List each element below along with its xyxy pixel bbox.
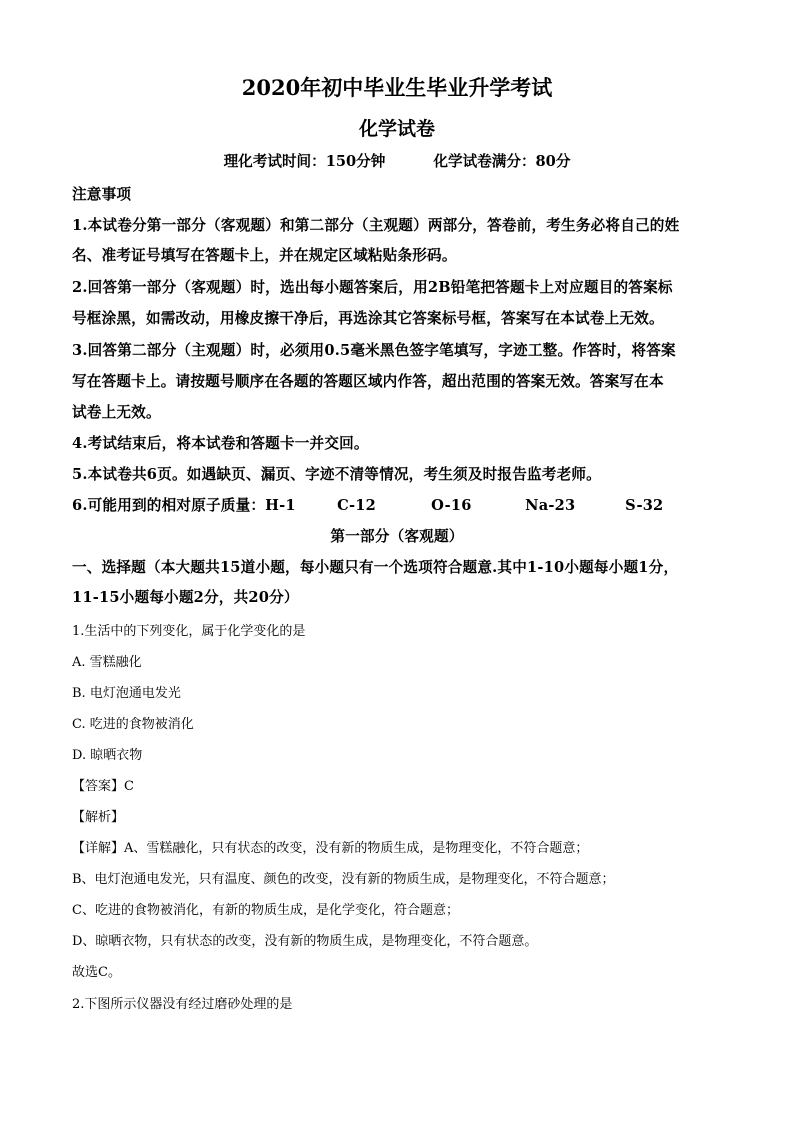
explanation-line: D、晾晒衣物，只有状态的改变，没有新的物质生成，是物理变化，不符合题意。 bbox=[72, 934, 538, 949]
explanation-line: C、吃进的食物被消化，有新的物质生成，是化学变化，符合题意； bbox=[72, 903, 459, 918]
atomic-mass-o: O-16 bbox=[431, 497, 472, 514]
explanation-line: 【详解】A、雪糕融化，只有状态的改变，没有新的物质生成，是物理变化，不符合题意； bbox=[72, 841, 589, 856]
question-1-option-d: D. 晾晒衣物 bbox=[72, 748, 143, 763]
atomic-mass-h: H-1 bbox=[265, 497, 296, 514]
notes-line: 试卷上无效。 bbox=[72, 404, 161, 421]
explanation-conclusion: 故选C。 bbox=[72, 965, 121, 980]
notes-line: 名、准考证号填写在答题卡上，并在规定区域粘贴条形码。 bbox=[72, 247, 457, 264]
section-instruction: 一、选择题（本大题共15道小题，每小题只有一个选项符合题意.其中1-10小题每小题1分， bbox=[72, 559, 679, 576]
notes-line: 5.本试卷共6页。如遇缺页、漏页、字迹不清等情况，考生须及时报告监考老师。 bbox=[72, 466, 601, 483]
exam-subtitle: 化学试卷 bbox=[358, 118, 435, 140]
analysis-label: 【解析】 bbox=[72, 810, 125, 825]
explanation-line: B、电灯泡通电发光，只有温度、颜色的改变，没有新的物质生成，是物理变化，不符合题意； bbox=[72, 872, 615, 887]
answer-label: 【答案】 bbox=[72, 779, 125, 794]
notes-heading: 注意事项 bbox=[72, 186, 132, 203]
question-1-option-b: B. 电灯泡通电发光 bbox=[72, 686, 181, 701]
exam-title: 2020年初中毕业生毕业升学考试 bbox=[241, 75, 553, 100]
notes-line: 1.本试卷分第一部分（客观题）和第二部分（主观题）两部分，答卷前，考生务必将自己的姓 bbox=[72, 217, 680, 234]
atomic-mass-c: C-12 bbox=[337, 497, 376, 514]
answer-value: C bbox=[124, 779, 134, 794]
notes-line: 3.回答第二部分（主观题）时，必须用0.5毫米黑色签字笔填写，字迹工整。作答时，将答案 bbox=[72, 342, 676, 359]
notes-line: 写在答题卡上。请按题号顺序在各题的答题区域内作答，超出范围的答案无效。答案写在本 bbox=[72, 373, 664, 390]
notes-line: 2.回答第一部分（客观题）时，选出每小题答案后，用2B铅笔把答题卡上对应题目的答案标 bbox=[72, 279, 673, 296]
section-instruction: 11-15小题每小题2分，共20分） bbox=[72, 589, 299, 606]
part1-heading: 第一部分（客观题） bbox=[330, 528, 464, 545]
atomic-mass-label: 6.可能用到的相对原子质量： bbox=[72, 497, 266, 514]
atomic-mass-line bbox=[72, 494, 663, 515]
exam-info bbox=[0, 150, 794, 171]
question-1-option-a: A. 雪糕融化 bbox=[72, 655, 142, 670]
exam-score-info: 化学试卷满分：80分 bbox=[433, 153, 571, 170]
question-2-stem: 2.下图所示仪器没有经过磨砂处理的是 bbox=[72, 997, 293, 1012]
question-1-option-c: C. 吃进的食物被消化 bbox=[72, 717, 194, 732]
atomic-mass-s: S-32 bbox=[625, 497, 664, 514]
notes-line: 号框涂黑，如需改动，用橡皮擦干净后，再选涂其它答案标号框，答案写在本试卷上无效。 bbox=[72, 310, 664, 327]
atomic-mass-na: Na-23 bbox=[525, 497, 576, 514]
question-1-answer bbox=[72, 775, 134, 794]
notes-line: 4.考试结束后，将本试卷和答题卡一并交回。 bbox=[72, 435, 369, 452]
question-1-stem: 1.生活中的下列变化，属于化学变化的是 bbox=[72, 624, 306, 639]
exam-time-info: 理化考试时间：150分钟 bbox=[223, 153, 386, 170]
